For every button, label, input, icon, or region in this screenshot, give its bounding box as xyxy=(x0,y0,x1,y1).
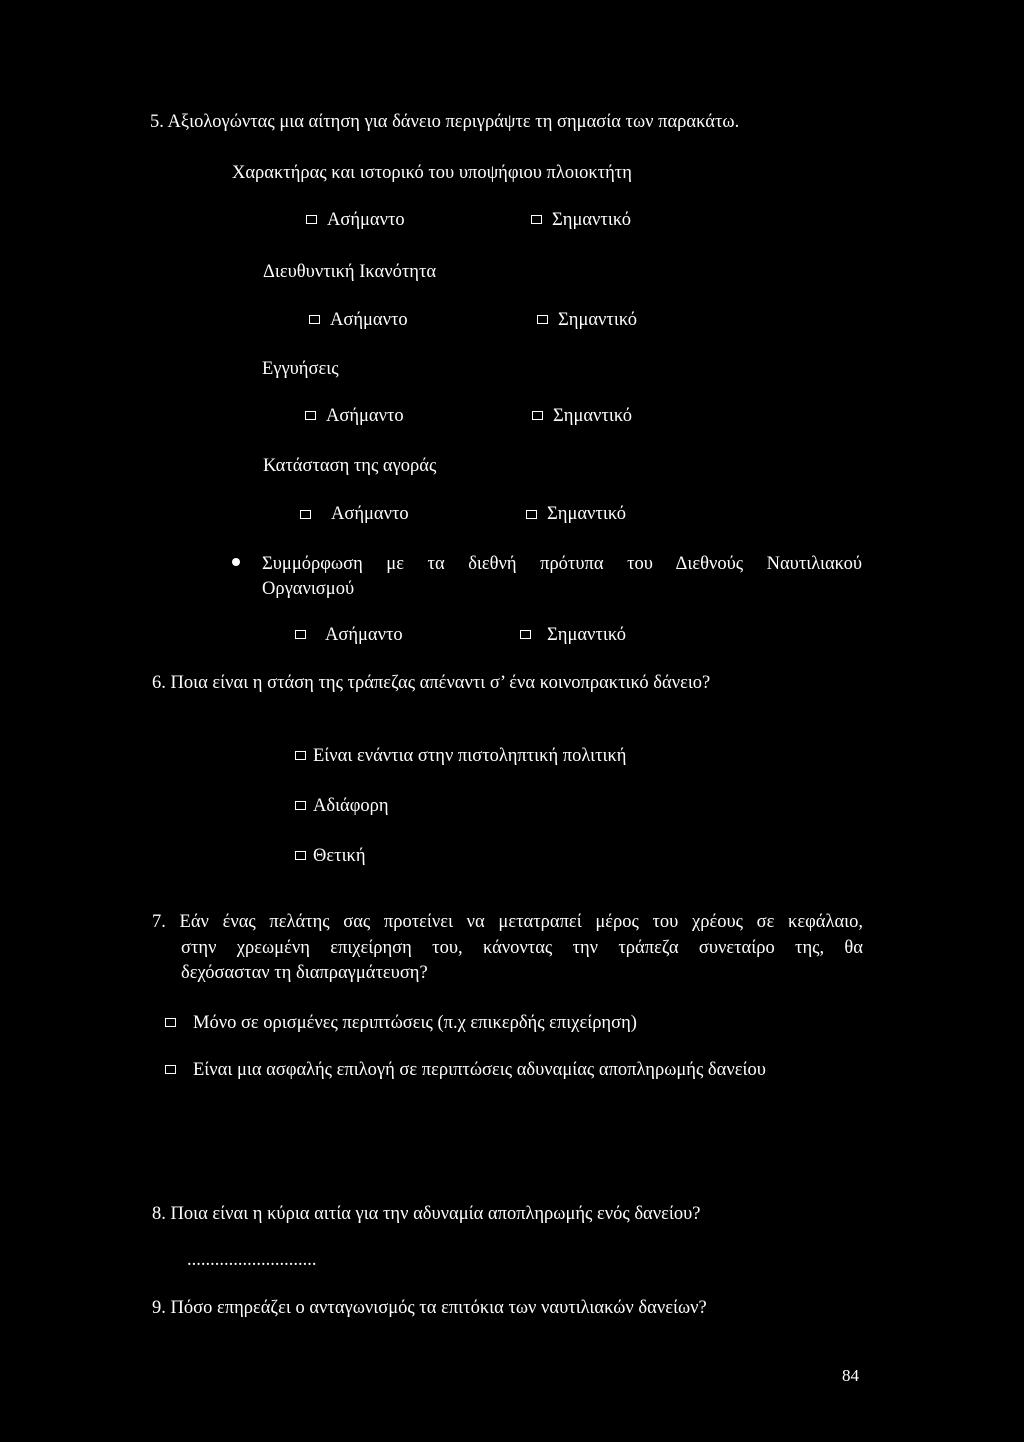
question-7-title-continued: στην χρεωμένη επιχείρηση του, κάνοντας την τράπεζα συνεταίρο της, θα xyxy=(181,938,863,958)
checkbox-option[interactable] xyxy=(295,751,306,760)
checkbox-significant[interactable] xyxy=(526,510,537,519)
checkbox-significant[interactable] xyxy=(531,215,542,224)
checkbox-insignificant[interactable] xyxy=(300,510,311,519)
question-7-title: 7. Εάν ένας πελάτης σας προτείνει να μετατραπεί μέρος του χρέους σε κεφάλαιο, xyxy=(152,912,863,932)
criterion-label: Χαρακτήρας και ιστορικό του υποψήφιου πλοιοκτήτη xyxy=(232,163,632,183)
criterion-label: Διευθυντική Ικανότητα xyxy=(263,262,437,282)
question-9-title: 9. Πόσο επηρεάζει ο ανταγωνισμός τα επιτόκια των ναυτιλιακών δανείων? xyxy=(152,1298,707,1318)
option-label: Σημαντικό xyxy=(558,310,637,330)
criterion-label: Κατάσταση της αγοράς xyxy=(263,456,437,476)
option-label: Σημαντικό xyxy=(547,625,626,645)
question-5-title: 5. Αξιολογώντας μια αίτηση για δάνειο περιγράψτε τη σημασία των παρακάτω. xyxy=(150,112,740,132)
question-8-title: 8. Ποια είναι η κύρια αιτία για την αδυναμία αποπληρωμής ενός δανείου? xyxy=(152,1204,701,1224)
option-label: Σημαντικό xyxy=(553,406,632,426)
question-6-title: 6. Ποια είναι η στάση της τράπεζας απέναντι σ’ ένα κοινοπρακτικό δάνειο? xyxy=(152,673,711,693)
checkbox-insignificant[interactable] xyxy=(309,315,320,324)
checkbox-option[interactable] xyxy=(295,851,306,860)
checkbox-significant[interactable] xyxy=(537,315,548,324)
checkbox-significant[interactable] xyxy=(520,630,531,639)
option-label: Είναι μια ασφαλής επιλογή σε περιπτώσεις αδυναμίας αποπληρωμής δανείου xyxy=(193,1060,766,1080)
page-number: 84 xyxy=(842,1366,859,1385)
checkbox-insignificant[interactable] xyxy=(306,215,317,224)
checkbox-option[interactable] xyxy=(295,801,306,810)
option-label: Ασήμαντο xyxy=(327,210,405,230)
criterion-label: Συμμόρφωση με τα διεθνή πρότυπα του Διεθνούς Ναυτιλιακού xyxy=(262,554,862,574)
criterion-label: Εγγυήσεις xyxy=(262,359,339,379)
option-label: Σημαντικό xyxy=(552,210,631,230)
option-label: Μόνο σε ορισμένες περιπτώσεις (π.χ επικερδής επιχείρηση) xyxy=(193,1013,637,1033)
checkbox-option[interactable] xyxy=(165,1065,176,1074)
answer-line[interactable]: ............................ xyxy=(187,1250,317,1270)
question-7-title-continued: δεχόσασταν τη διαπραγμάτευση? xyxy=(181,963,428,983)
checkbox-insignificant[interactable] xyxy=(295,630,306,639)
option-label: Ασήμαντο xyxy=(330,310,408,330)
option-label: Ασήμαντο xyxy=(326,406,404,426)
option-label: Αδιάφορη xyxy=(313,796,389,816)
option-label: Θετική xyxy=(313,846,366,866)
checkbox-option[interactable] xyxy=(165,1018,176,1027)
checkbox-insignificant[interactable] xyxy=(305,411,316,420)
option-label: Είναι ενάντια στην πιστοληπτική πολιτική xyxy=(313,746,627,766)
option-label: Σημαντικό xyxy=(547,504,626,524)
bullet-icon xyxy=(232,558,240,566)
criterion-label-continued: Οργανισμού xyxy=(262,579,355,599)
checkbox-significant[interactable] xyxy=(532,411,543,420)
option-label: Ασήμαντο xyxy=(331,504,409,524)
option-label: Ασήμαντο xyxy=(325,625,403,645)
